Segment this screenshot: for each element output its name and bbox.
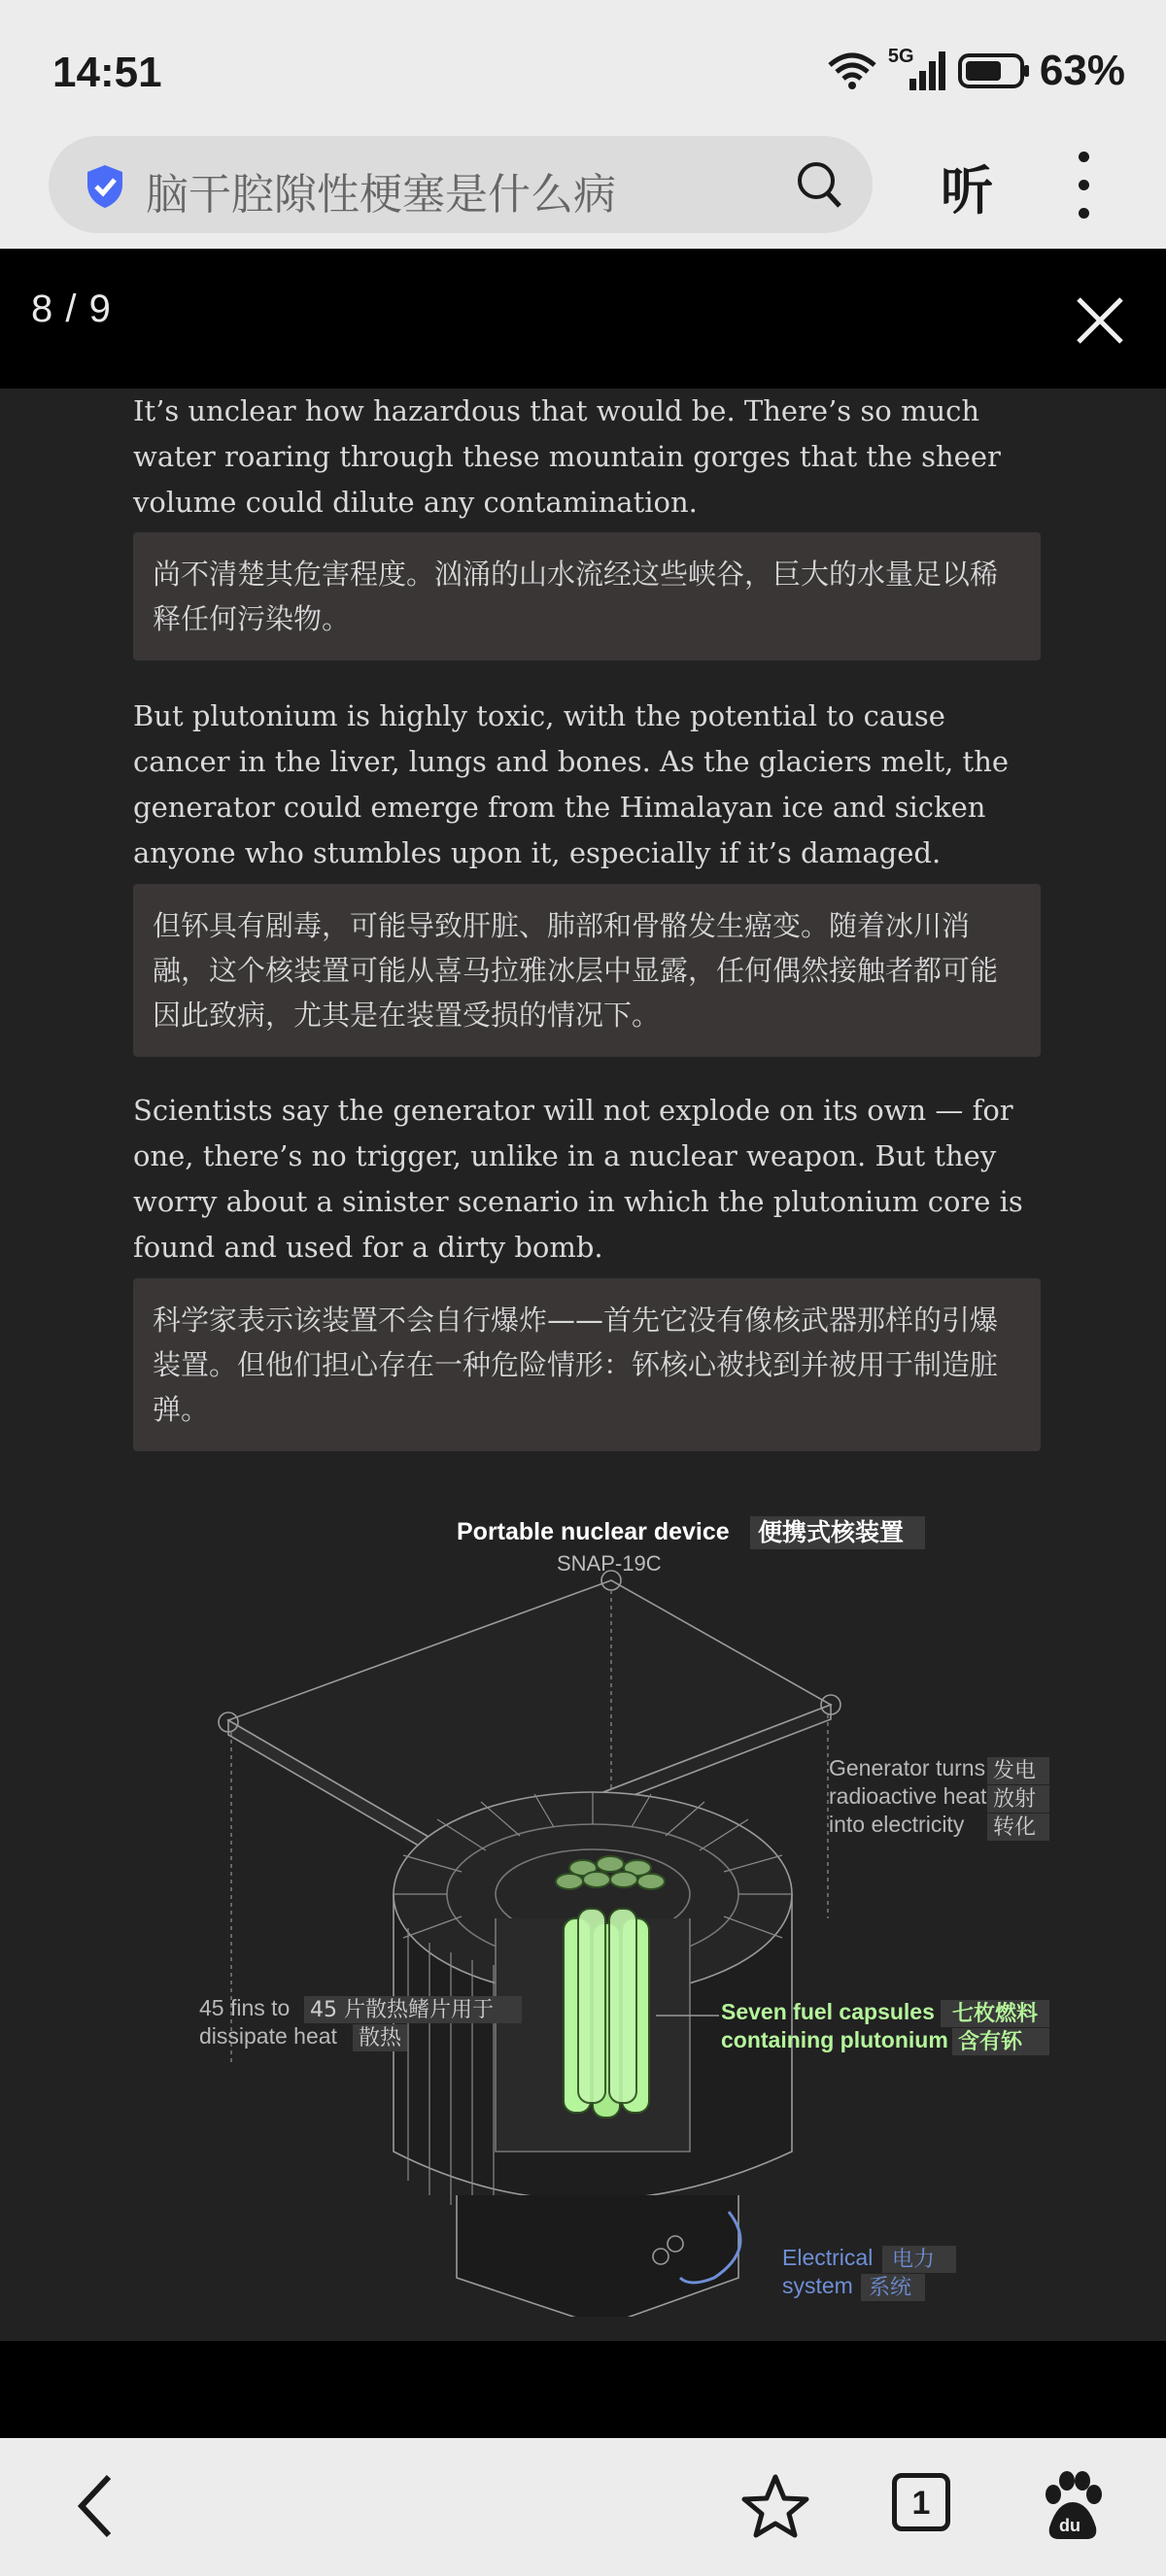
electrical-label [782,2245,956,2301]
battery-icon [958,51,1030,90]
cellular-signal-icon [887,46,948,92]
fuel-label [721,1999,1049,2055]
svg-text:转化: 转化 [993,1815,1037,1840]
svg-text:放射: 放射 [993,1787,1037,1812]
svg-text:Seven fuel capsules: Seven fuel capsules [721,1999,935,2024]
listen-button[interactable]: 听 [941,160,993,221]
status-time: 14:51 [52,49,162,96]
search-bar[interactable] [49,136,873,233]
svg-text:发电: 发电 [993,1759,1037,1783]
close-icon[interactable] [1073,293,1127,348]
english-paragraph: But plutonium is highly toxic, with the potential to cause cancer in the liver, lungs and bones. As the glaciers melt, the generator could emerge from the Himalayan ice and sicken anyone who stumbles upon it, especially if it’s damaged. [133,699,1010,869]
browser-toolbar [0,126,1166,249]
shield-check-icon [84,163,126,210]
svg-text:含有钚: 含有钚 [958,2030,1023,2054]
diagram-title: Portable nuclear device [457,1518,730,1545]
tab-count: 1 [911,2485,931,2522]
svg-text:dissipate heat: dissipate heat [199,2023,337,2049]
svg-text:system: system [782,2273,853,2298]
status-icons [826,47,1125,95]
tabs-button[interactable] [892,2473,950,2531]
star-icon[interactable] [740,2467,810,2545]
battery-percent: 63% [1039,47,1125,94]
wifi-icon [826,51,878,90]
more-menu-icon[interactable] [1069,152,1098,229]
network-type: 5G [887,46,914,67]
page-counter: 8 / 9 [31,288,112,330]
english-paragraph: Scientists say the generator will not explode on its own — for one, there’s no trigger, unlike in a nuclear weapon. But they worry about a sinister scenario in which the plutonium core is found and used for a dirty bomb. [133,1094,1023,1264]
search-query[interactable]: 脑干腔隙性梗塞是什么病 [146,170,616,220]
svg-text:系统: 系统 [869,2276,912,2300]
bottom-navigation [0,2438,1166,2576]
diagram-subtitle: SNAP-19C [557,1551,662,1576]
generator-label [829,1755,1049,1841]
svg-text:Electrical: Electrical [782,2245,874,2270]
svg-text:七枚燃料: 七枚燃料 [952,2002,1039,2026]
back-icon[interactable] [68,2467,126,2545]
diagram-title-zh: 便携式核装置 [758,1518,905,1546]
nuclear-device-diagram [175,1510,1049,2317]
svg-text:into electricity: into electricity [829,1812,965,1837]
svg-text:containing plutonium: containing plutonium [721,2027,948,2052]
svg-text:radioactive heat: radioactive heat [829,1783,987,1809]
svg-text:电力: 电力 [892,2248,936,2272]
device-illustration [219,1571,840,2317]
status-bar [0,0,1166,136]
svg-text:45 fins to: 45 fins to [199,1995,291,2020]
svg-text:45 片散热鳍片用于: 45 片散热鳍片用于 [310,1998,494,2022]
english-paragraph: It’s unclear how hazardous that would be. There’s so much water roaring through these mountain gorges that the sheer volume could dilute any contamination. [133,394,1001,519]
svg-text:散热: 散热 [359,2026,402,2051]
chinese-translation: 科学家表示该装置不会自行爆炸——首先它没有像核武器那样的引爆装置。但他们担心存在一种危险情形：钚核心被找到并被用于制造脏弹。 [133,1278,1041,1451]
chinese-translation: 尚不清楚其危害程度。汹涌的山水流经这些峡谷，巨大的水量足以稀释任何污染物。 [133,532,1041,661]
chinese-translation: 但钚具有剧毒，可能导致肝脏、肺部和骨骼发生癌变。随着冰川消融，这个核装置可能从喜马拉雅冰层中显露，任何偶然接触者都可能因此致病，尤其是在装置受损的情况下。 [133,884,1041,1057]
baidu-paw-icon[interactable] [1038,2467,1106,2545]
image-viewer-header [0,249,1166,346]
search-icon[interactable] [795,159,843,210]
svg-text:du: du [1059,2516,1080,2535]
svg-text:Generator turns: Generator turns [829,1755,986,1780]
viewer-footer [0,2341,1166,2438]
article-image[interactable] [0,389,1166,2341]
